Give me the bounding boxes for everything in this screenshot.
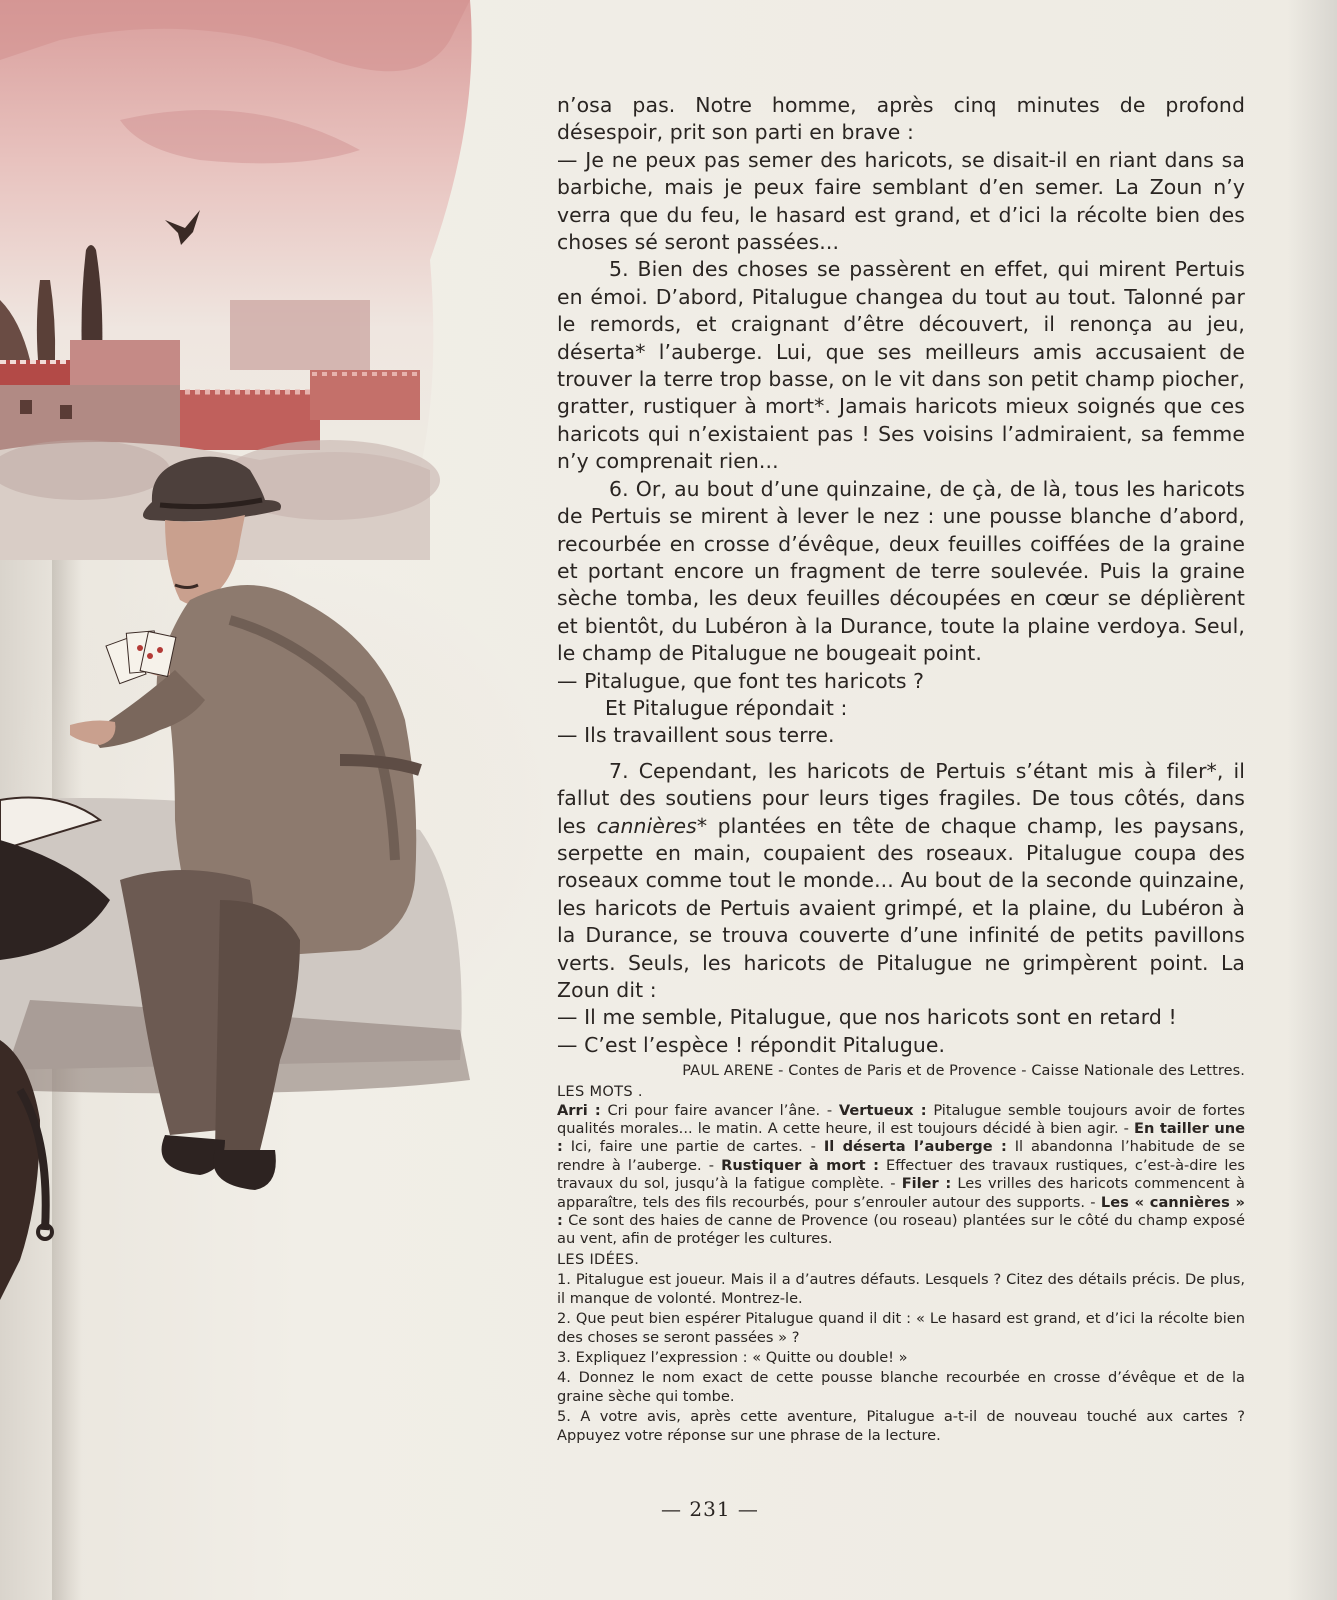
mots-heading: LES MOTS . (557, 1083, 643, 1101)
idees-questions (557, 1271, 1245, 1445)
page-edge-shadow (1287, 0, 1337, 1600)
vocab-definition: Les vrilles des haricots commencent à apparaître, tels des fils recourbés, pour s’enrouler autour des supports. - (557, 1175, 1245, 1211)
text-column (557, 92, 1245, 1445)
vocab-term: Il déserta l’auberge : (823, 1138, 1007, 1156)
comprehension-question: 1. Pitalugue est joueur. Mais il a d’autres défauts. Lesquels ? Citez des détails précis. De plus, il manque de volonté. Montrez-le. (557, 1271, 1245, 1307)
vocab-definition: Effectuer des travaux rustiques, c’est-à-dire les travaux du sol, jusqu’à la fatigue complète. - (557, 1156, 1245, 1193)
comprehension-question: 4. Donnez le nom exact de cette pousse blanche recourbée en crosse d’évêque et de la graine sèche qui tombe. (557, 1369, 1245, 1405)
vocabulary-notes (557, 1083, 1245, 1445)
story-paragraph: — C’est l’espèce ! répondit Pitalugue. (557, 1032, 946, 1057)
story-paragraph: n’osa pas. Notre homme, après cinq minutes de profond désespoir, prit son parti en brave : (557, 93, 1245, 145)
mots-entries (557, 1102, 1245, 1249)
source-attribution: PAUL ARENE - Contes de Paris et de Provence - Caisse Nationale des Lettres. (682, 1063, 1245, 1080)
story-paragraph: — Pitalugue, que font tes haricots ? (557, 668, 925, 693)
comprehension-question: 3. Expliquez l’expression : « Quitte ou double! » (557, 1348, 908, 1366)
vocab-definition: Pitalugue semble toujours avoir de fortes qualités morales... le matin. A cette heure, il est toujours décidé à bien agir. - (557, 1101, 1246, 1138)
story-paragraph: — Je ne peux pas semer des haricots, se disait-il en riant dans sa barbiche, mais je peux faire semblant d’en semer. La Zoun n’y verra que du feu, le hasard est grand, et d’ici la récolte bien des choses sé seront passées... (557, 147, 1245, 255)
illustration-card-player (0, 0, 560, 1600)
vocab-term: Vertueux : (838, 1101, 927, 1119)
story-paragraph: 6. Or, au bout d’une quinzaine, de çà, de là, tous les haricots de Pertuis se mirent à lever le nez : une pousse blanche d’abord, recourbée en crosse d’évêque, deux feuilles coiffées de la graine et portant encore un fragment de terre soulevée. Puis la graine sèche tomba, les deux feuilles découpées en cœur se déplièrent et bientôt, du Lubéron à la Durance, toute la plaine verdoya. Seul, le champ de Pitalugue ne bougeait point. (557, 476, 1245, 666)
comprehension-question: 5. A votre avis, après cette aventure, Pitalugue a-t-il de nouveau touché aux cartes ? Appuyez votre réponse sur une phrase de la lecture. (557, 1408, 1245, 1444)
vocab-definition: Ici, faire une partie de cartes. - (562, 1138, 824, 1156)
story-paragraph: 7. Cependant, les haricots de Pertuis s’étant mis à filer*, il fallut des soutiens pour leurs tiges fragiles. De tous côtés, dans les cannières* plantées en tête de chaque champ, les paysans, serpette en main, coupaient des roseaux. Pitalugue coupa des roseaux comme tout le monde... Au bout de la seconde quinzaine, les haricots de Pertuis avaient grimpé, et la plaine, du Lubéron à la Durance, se trouva couverte d’une infinité de petits pavillons verts. Seuls, les haricots de Pitalugue ne grimpèrent point. La Zoun dit : (557, 758, 1245, 1002)
vocab-definition: Ce sont des haies de canne de Provence (ou roseau) plantées sur le côté du champ exposé au vent, afin de protéger les cultures. (557, 1212, 1245, 1248)
story-paragraph: Et Pitalugue répondait : (605, 695, 848, 720)
vocab-term: Rustiquer à mort : (721, 1156, 879, 1174)
idees-heading: LES IDÉES. (557, 1250, 640, 1268)
vocab-term: En tailler une : (557, 1120, 1245, 1156)
vocab-term: Les « cannières » : (557, 1193, 1245, 1230)
story-paragraph: 5. Bien des choses se passèrent en effet, qui mirent Pertuis en émoi. D’abord, Pitalugue changea du tout au tout. Talonné par le remords, et craignant d’être découvert, il renonça au jeu, déserta* l’auberge. Lui, que ses meilleurs amis accusaient de trouver la terre trop basse, on le vit dans son petit champ piocher, gratter, rustiquer à mort*. Jamais haricots mieux soignés que ces haricots qui n’existaient pas ! Ses voisins l’admiraient, sa femme n’y comprenait rien... (557, 257, 1245, 474)
comprehension-question: 2. Que peut bien espérer Pitalugue quand il dit : « Le hasard est grand, et d’ici la récolte bien des choses se seront passées » ? (557, 1310, 1245, 1346)
vocab-definition: Cri pour faire avancer l’âne. - (600, 1101, 839, 1119)
italic-word: cannières (596, 813, 697, 838)
vocab-term: Filer : (901, 1175, 952, 1193)
vocab-definition: Il abandonna l’habitude de se rendre à l’auberge. - (557, 1138, 1245, 1174)
story-text (557, 92, 1245, 1059)
story-paragraph: — Ils travaillent sous terre. (557, 723, 835, 748)
page-number: — 231 — (661, 1497, 759, 1521)
vocab-term: Arri : (557, 1101, 601, 1119)
story-paragraph: — Il me semble, Pitalugue, que nos haricots sont en retard ! (557, 1005, 1177, 1030)
